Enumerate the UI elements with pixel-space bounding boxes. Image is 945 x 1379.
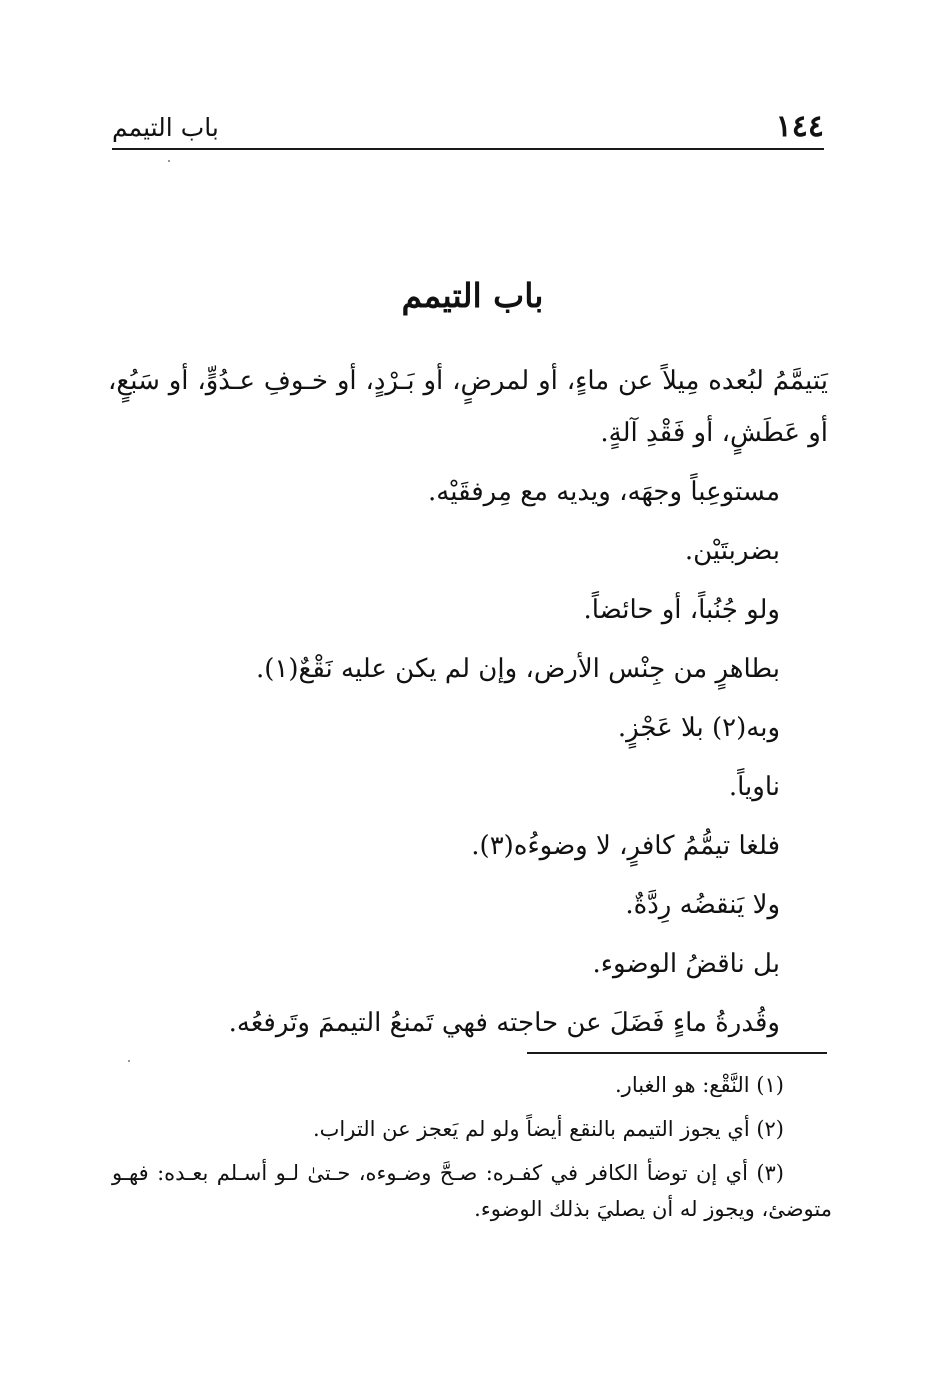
footnote: (٣) أي إن توضأ الكافر في كفـره: صـحَّ وضـوءه، حـتىٰ لـو أسـلم بعـده: فهـو متوضئ، ويجوز له أن يصليَ بذلك الوضوء. (112, 1161, 832, 1221)
paragraph: بضربتَيْن. (684, 536, 780, 566)
scan-speck (128, 1060, 130, 1062)
footnote: (٢) أي يجوز التيمم بالنقع أيضاً ولو لم يَعجز عن التراب. (312, 1117, 784, 1141)
footnote-divider (527, 1052, 827, 1054)
paragraph: وقُدرةُ ماءٍ فَضَلَ عن حاجته فهي تَمنعُ التيممَ وتَرفعُه. (228, 1008, 780, 1038)
paragraph: ولا يَنقضُه رِدَّةٌ. (625, 890, 780, 920)
running-title: باب التيمم (112, 113, 219, 142)
body-text (108, 355, 828, 1056)
footnote: (١) النَّقْع: هو الغبار. (615, 1073, 784, 1097)
paragraph: بل ناقضُ الوضوء. (592, 949, 780, 979)
paragraph: ناوياً. (728, 772, 780, 802)
paragraph: ولو جُنُباً، أو حائضاً. (583, 595, 780, 625)
chapter-title: باب التيمم (401, 276, 544, 315)
paragraph: يَتيمَّمُ لبُعده مِيلاً عن ماءٍ، أو لمرضٍ، أو بَـرْدٍ، أو خـوفِ عـدُوٍّ، أو سَبُعٍ، أو عَطَشٍ، أو فَقْدِ آلةٍ. (108, 366, 828, 448)
footnotes (112, 1067, 832, 1235)
page-number: ١٤٤ (775, 109, 824, 144)
paragraph: بطاهرٍ من جِنْس الأرض، وإن لم يكن عليه نَقْعٌ(١). (255, 654, 780, 684)
running-header (112, 104, 824, 150)
paragraph: وبه(٢) بلا عَجْزٍ. (617, 713, 780, 743)
paragraph: مستوعِباً وجهَه، ويديه مع مِرفقَيْه. (428, 477, 780, 507)
paragraph: فلغا تيمُّمُ كافرٍ، لا وضوءُه(٣). (471, 831, 780, 861)
scan-speck (168, 160, 170, 162)
